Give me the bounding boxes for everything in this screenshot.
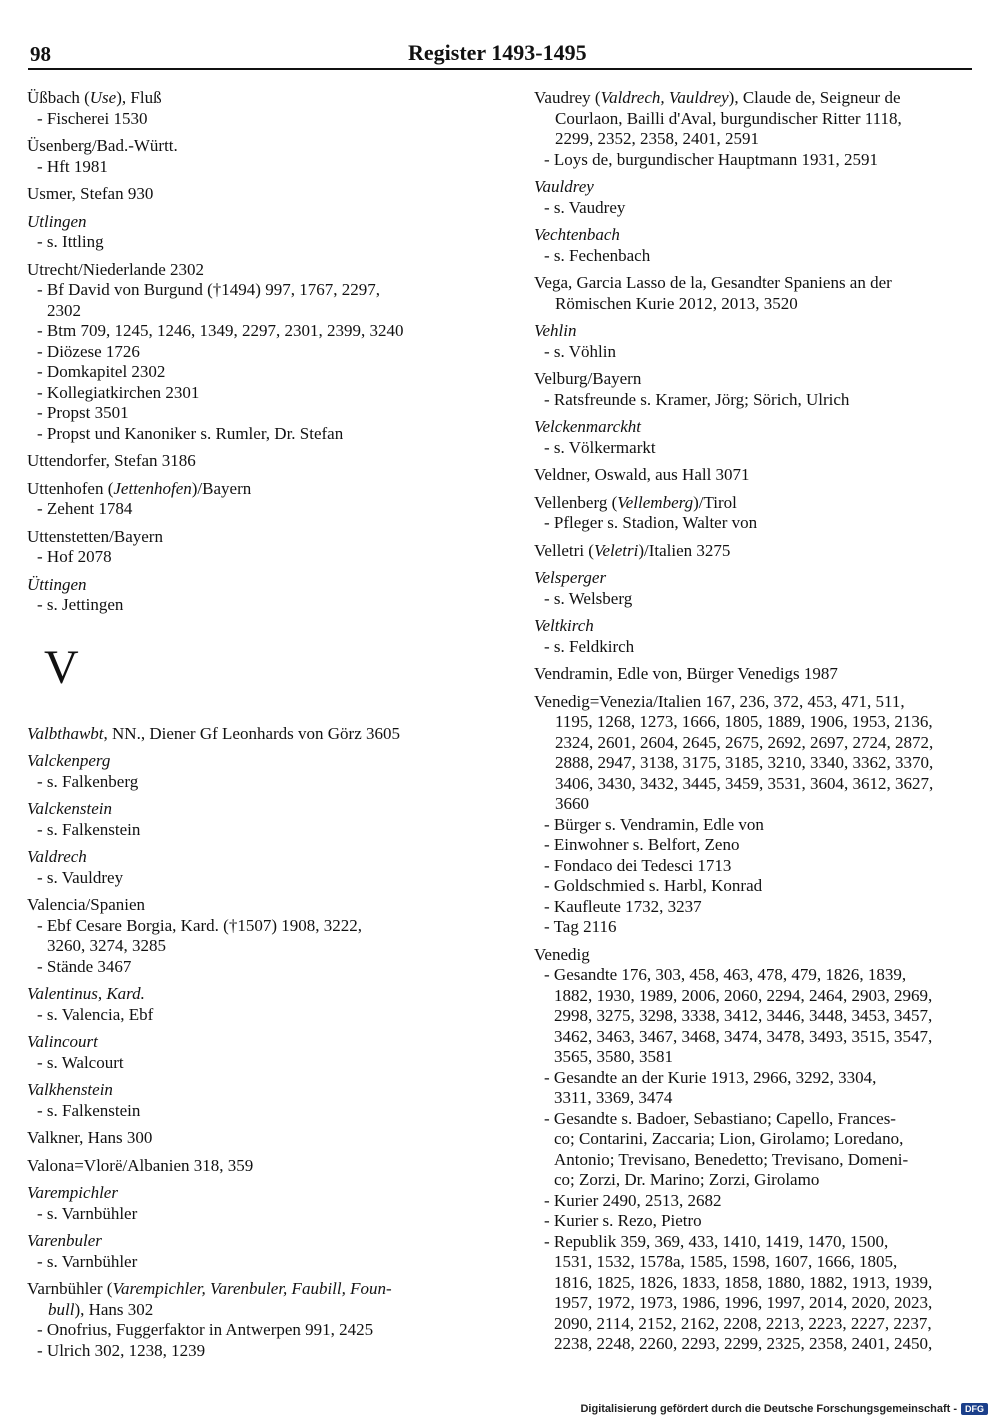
subentry-line: - Diözese 1726	[37, 341, 140, 361]
index-entry	[534, 321, 979, 362]
index-entry	[27, 88, 477, 129]
subentry-line: - s. Vauldrey	[37, 867, 124, 887]
subentry-line: - Ebf Cesare Borgia, Kard. (†1507) 1908, 3222,	[37, 915, 362, 935]
index-entry	[534, 493, 979, 534]
subentry-line: - s. Vaudrey	[544, 197, 626, 217]
entry-continuation: 2888, 2947, 3138, 3175, 3185, 3210, 3340, 3362, 3370,	[555, 753, 934, 772]
subentry-line: - Fischerei 1530	[37, 108, 148, 128]
section-letter: V	[44, 640, 79, 694]
subentry-line: - Stände 3467	[37, 956, 132, 976]
page-header	[28, 40, 972, 70]
entry-heading: Üßbach (Use), Fluß	[27, 88, 162, 107]
entry-heading: Valkhenstein	[27, 1080, 113, 1099]
index-entry	[27, 1231, 477, 1272]
entry-heading: Vega, Garcia Lasso de la, Gesandter Spaniens an der	[534, 273, 892, 292]
subentry-line: - Einwohner s. Belfort, Zeno	[544, 835, 740, 854]
subentry-line: - Hft 1981	[37, 156, 108, 176]
index-entry	[27, 1032, 477, 1073]
subentry-line: - Onofrius, Fuggerfaktor in Antwerpen 991, 2425	[37, 1320, 374, 1339]
index-entry	[534, 225, 979, 266]
subentry-line: - s. Varnbühler	[37, 1251, 138, 1271]
entry-heading: Velburg/Bayern	[534, 369, 642, 388]
subentry-line: - Bürger s. Vendramin, Edle von	[544, 814, 764, 834]
index-entry	[27, 1080, 477, 1121]
subentry-line: - s. Falkenberg	[37, 771, 139, 791]
entry-continuation: 2998, 3275, 3298, 3338, 3412, 3446, 3448, 3453, 3457,	[554, 1006, 933, 1025]
index-entry	[534, 568, 979, 609]
entry-continuation: Courlaon, Bailli d'Aval, burgundischer Ritter 1118,	[555, 108, 902, 128]
entry-heading: Varnbühler (Varempichler, Varenbuler, Faubill, Foun-	[27, 1279, 392, 1298]
subentry-line: - Hof 2078	[37, 547, 112, 566]
entry-heading: Velsperger	[534, 568, 607, 587]
index-entry	[27, 527, 477, 568]
entry-heading: Velckenmarckht	[534, 417, 641, 436]
entry-heading: Uttendorfer, Stefan 3186	[27, 451, 196, 470]
index-entry	[534, 369, 979, 410]
entry-heading: Valckenstein	[27, 799, 112, 818]
index-entry	[27, 724, 477, 745]
subentry-line: - Fondaco dei Tedesci 1713	[544, 855, 732, 875]
subentry-line: - Kaufleute 1732, 3237	[544, 896, 702, 916]
subentry-line: - Tag 2116	[544, 917, 617, 936]
right-column	[534, 88, 979, 1362]
index-entry	[534, 692, 979, 938]
index-entry	[27, 895, 477, 977]
subentry-line: - s. Völkermarkt	[544, 437, 656, 457]
dfg-logo: DFG	[961, 1403, 988, 1415]
subentry-line: - Goldschmied s. Harbl, Konrad	[544, 876, 763, 895]
index-entry	[27, 136, 477, 177]
subentry-line: - Btm 709, 1245, 1246, 1349, 2297, 2301, 2399, 3240	[37, 321, 404, 340]
index-entry	[27, 1156, 477, 1177]
entry-continuation: co; Contarini, Zaccaria; Lion, Girolamo; Loredano,	[554, 1129, 904, 1148]
footer-text: Digitalisierung gefördert durch die Deutsche Forschungsgemeinschaft -	[580, 1403, 957, 1415]
subentry-line: - Ratsfreunde s. Kramer, Jörg; Sörich, Ulrich	[544, 389, 850, 409]
entry-continuation: 3406, 3430, 3432, 3445, 3459, 3531, 3604, 3612, 3627,	[555, 773, 934, 793]
entry-heading: Valkner, Hans 300	[27, 1128, 153, 1147]
index-entry	[534, 465, 979, 486]
index-entry	[534, 88, 979, 170]
entry-heading: Venedig=Venezia/Italien 167, 236, 372, 453, 471, 511,	[534, 691, 905, 711]
entry-heading: Vaudrey (Valdrech, Vauldrey), Claude de, Seigneur de	[534, 88, 901, 107]
entry-continuation: 1195, 1268, 1273, 1666, 1805, 1889, 1906, 1953, 2136,	[555, 712, 933, 731]
index-entry	[534, 664, 979, 685]
entry-continuation: Antonio; Trevisano, Benedetto; Trevisano, Domeni-	[554, 1149, 909, 1169]
subentry-line: - Gesandte s. Badoer, Sebastiano; Capello, Frances-	[544, 1108, 896, 1128]
subentry-line: - s. Feldkirch	[544, 636, 635, 656]
footer-credit	[580, 1403, 988, 1415]
subentry-line: - s. Welsberg	[544, 588, 633, 608]
entry-heading: Varempichler	[27, 1183, 118, 1202]
subentry-line: - Ulrich 302, 1238, 1239	[37, 1340, 206, 1360]
entry-continuation: 2238, 2248, 2260, 2293, 2299, 2325, 2358, 2401, 2450,	[554, 1334, 933, 1353]
entry-continuation: 1882, 1930, 1989, 2006, 2060, 2294, 2464, 2903, 2969,	[554, 985, 933, 1005]
index-entry	[27, 1279, 477, 1361]
running-title: Register 1493-1495	[408, 40, 587, 65]
entry-heading: Vellenberg (Vellemberg)/Tirol	[534, 492, 737, 512]
subentry-line: - Domkapitel 2302	[37, 362, 166, 381]
entry-continuation: 1531, 1532, 1578a, 1585, 1598, 1607, 1666, 1805,	[554, 1252, 898, 1271]
subentry-line: - s. Falkenstein	[37, 819, 141, 839]
index-entry	[534, 945, 979, 1355]
index-entry	[27, 184, 477, 205]
entry-heading: Utrecht/Niederlande 2302	[27, 259, 205, 279]
entry-heading: Valencia/Spanien	[27, 895, 146, 914]
entry-heading: Üttingen	[27, 574, 87, 594]
entry-heading: Valbthawbt, NN., Diener Gf Leonhards von Görz 3605	[27, 723, 400, 743]
entry-line: bull), Hans 302	[48, 1299, 154, 1319]
entry-heading: Uttenhofen (Jettenhofen)/Bayern	[27, 478, 252, 498]
index-entry	[27, 984, 477, 1025]
subentry-line: - Kurier 2490, 2513, 2682	[544, 1190, 722, 1210]
left-column	[27, 88, 477, 1368]
entry-continuation: Römischen Kurie 2012, 2013, 3520	[555, 293, 798, 313]
subentry-line: - s. Vöhlin	[544, 341, 616, 361]
subentry-line: - Republik 359, 369, 433, 1410, 1419, 1470, 1500,	[544, 1231, 889, 1251]
subentry-line: - Zehent 1784	[37, 499, 133, 518]
index-entry	[27, 260, 477, 445]
subentry-line: - s. Walcourt	[37, 1052, 124, 1072]
index-entry	[534, 273, 979, 314]
entry-heading: Valona=Vlorë/Albanien 318, 359	[27, 1155, 254, 1175]
index-entry	[27, 479, 477, 520]
entry-continuation: 3311, 3369, 3474	[554, 1088, 673, 1107]
entry-heading: Vendramin, Edle von, Bürger Venedigs 1987	[534, 664, 838, 683]
subentry-line: - s. Varnbühler	[37, 1203, 138, 1223]
entry-heading: Vauldrey	[534, 177, 594, 196]
entry-continuation: 2324, 2601, 2604, 2645, 2675, 2692, 2697, 2724, 2872,	[555, 732, 934, 752]
subentry-line: - Loys de, burgundischer Hauptmann 1931, 2591	[544, 149, 878, 169]
subentry-line: - s. Jettingen	[37, 595, 124, 614]
entry-continuation: 3565, 3580, 3581	[554, 1047, 673, 1066]
entry-heading: Venedig	[534, 944, 590, 964]
entry-heading: Usmer, Stefan 930	[27, 184, 154, 203]
entry-continuation: 3260, 3274, 3285	[47, 936, 166, 955]
entry-continuation: 3660	[555, 794, 589, 813]
entry-continuation: 3462, 3463, 3467, 3468, 3474, 3478, 3493, 3515, 3547,	[554, 1026, 933, 1046]
index-entry	[27, 799, 477, 840]
entry-heading: Vehlin	[534, 321, 577, 340]
subentry-line: - Propst und Kanoniker s. Rumler, Dr. Stefan	[37, 423, 344, 443]
entry-heading: Veldner, Oswald, aus Hall 3071	[534, 465, 750, 484]
entry-heading: Üsenberg/Bad.-Württ.	[27, 136, 178, 155]
index-entry	[534, 177, 979, 218]
subentry-line: - Gesandte 176, 303, 458, 463, 478, 479, 1826, 1839,	[544, 965, 907, 984]
index-entry	[534, 541, 979, 562]
entry-heading: Valckenperg	[27, 751, 111, 770]
subentry-line: - s. Ittling	[37, 232, 104, 251]
subentry-line: - s. Falkenstein	[37, 1100, 141, 1120]
index-entry	[27, 1183, 477, 1224]
entry-continuation: 2302	[47, 300, 81, 320]
entry-heading: Varenbuler	[27, 1231, 102, 1250]
subentry-line: - s. Valencia, Ebf	[37, 1004, 154, 1024]
entry-heading: Uttenstetten/Bayern	[27, 526, 163, 546]
index-entry	[534, 616, 979, 657]
index-entry	[27, 751, 477, 792]
index-entry	[27, 212, 477, 253]
index-entry	[27, 451, 477, 472]
entry-continuation: 2090, 2114, 2152, 2162, 2208, 2213, 2223, 2227, 2237,	[554, 1313, 932, 1333]
entry-heading: Velletri (Veletri)/Italien 3275	[534, 540, 731, 560]
entry-heading: Valdrech	[27, 847, 87, 866]
subentry-line: - s. Fechenbach	[544, 245, 651, 265]
entry-continuation: 1816, 1825, 1826, 1833, 1858, 1880, 1882, 1913, 1939,	[554, 1272, 933, 1292]
subentry-line: - Pfleger s. Stadion, Walter von	[544, 513, 758, 532]
entry-heading: Vechtenbach	[534, 225, 620, 244]
entry-continuation: 1957, 1972, 1973, 1986, 1996, 1997, 2014, 2020, 2023,	[554, 1293, 933, 1312]
index-entry	[27, 575, 477, 616]
subentry-line: - Kollegiatkirchen 2301	[37, 382, 200, 402]
subentry-line: - Gesandte an der Kurie 1913, 2966, 3292, 3304,	[544, 1067, 877, 1087]
entry-heading: Veltkirch	[534, 616, 594, 635]
subentry-line: - Kurier s. Rezo, Pietro	[544, 1211, 702, 1230]
subentry-line: - Propst 3501	[37, 403, 129, 422]
index-entry	[27, 1128, 477, 1149]
entry-heading: Valentinus, Kard.	[27, 984, 145, 1003]
entry-heading: Utlingen	[27, 211, 87, 231]
entry-heading: Valincourt	[27, 1032, 98, 1051]
index-entry	[27, 847, 477, 888]
entry-continuation: co; Zorzi, Dr. Marino; Zorzi, Girolamo	[554, 1170, 820, 1189]
page-number: 98	[30, 42, 51, 66]
subentry-line: - Bf David von Burgund (†1494) 997, 1767, 2297,	[37, 280, 380, 299]
index-entry	[534, 417, 979, 458]
entry-continuation: 2299, 2352, 2358, 2401, 2591	[555, 129, 759, 148]
